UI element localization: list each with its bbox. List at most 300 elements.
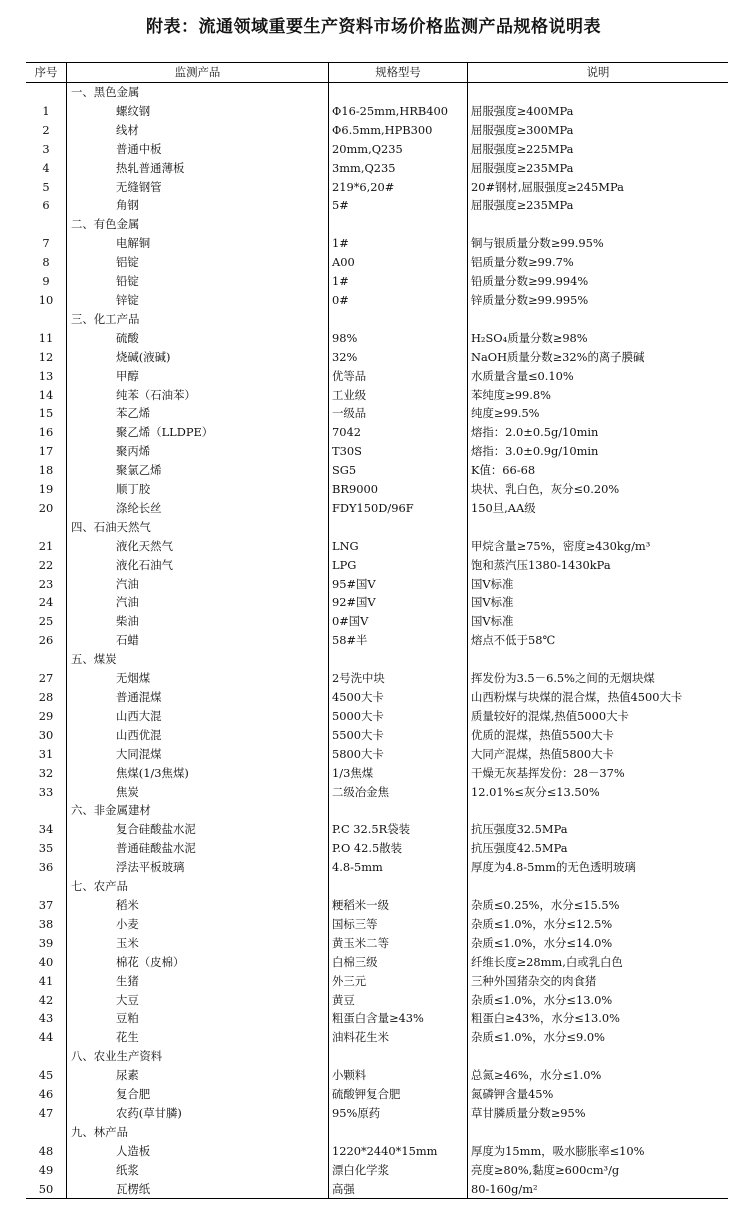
product-name: 山西优混: [67, 726, 329, 745]
product-name: 大豆: [67, 991, 329, 1010]
row-index: [26, 1123, 67, 1142]
table-row: [26, 291, 728, 310]
table-row: [26, 196, 728, 215]
description-cell: 国Ⅴ标准: [468, 575, 729, 594]
table-row: [26, 1180, 728, 1199]
product-name: 焦煤(1/3焦煤): [67, 764, 329, 783]
row-index: 17: [38, 444, 54, 459]
product-name: 无烟煤: [67, 669, 329, 688]
description-cell: 质量较好的混煤,热值5000大卡: [468, 707, 729, 726]
category-row: [26, 877, 728, 896]
spec-cell: SG5: [329, 461, 468, 480]
spec-table: [26, 62, 728, 1199]
table-row: [26, 404, 728, 423]
product-name: 玉米: [67, 934, 329, 953]
row-index: 31: [38, 746, 54, 761]
spec-cell: P.C 32.5R袋装: [329, 820, 468, 839]
product-name: 线材: [67, 121, 329, 140]
description-cell: [468, 215, 729, 234]
description-cell: 熔点不低于58℃: [468, 631, 729, 650]
row-index: 43: [38, 1011, 54, 1026]
description-cell: 杂质≤1.0%，水分≤12.5%: [468, 915, 729, 934]
table-row: [26, 972, 728, 991]
description-cell: 熔指：2.0±0.5g/10min: [468, 423, 729, 442]
spec-cell: 优等品: [329, 367, 468, 386]
row-index: 40: [38, 954, 54, 969]
table-row: [26, 764, 728, 783]
description-cell: [468, 650, 729, 669]
table-row: [26, 272, 728, 291]
product-name: 纯苯（石油苯）: [67, 386, 329, 405]
description-cell: 厚度为4.8-5mm的无色透明玻璃: [468, 858, 729, 877]
spec-cell: BR9000: [329, 480, 468, 499]
table-row: [26, 688, 728, 707]
category-row: [26, 83, 728, 102]
spec-cell: 外三元: [329, 972, 468, 991]
product-name: 铅锭: [67, 272, 329, 291]
description-cell: [468, 1047, 729, 1066]
row-index: 39: [38, 935, 54, 950]
description-cell: 优质的混煤，热值5500大卡: [468, 726, 729, 745]
table-row: [26, 707, 728, 726]
description-cell: 饱和蒸汽压1380-1430kPa: [468, 556, 729, 575]
description-cell: 20#钢材,屈服强度≥245MPa: [468, 178, 729, 197]
row-index: 41: [38, 973, 54, 988]
product-name: 柴油: [67, 612, 329, 631]
table-row: [26, 253, 728, 272]
row-index: 9: [42, 274, 50, 289]
row-index: 34: [38, 822, 54, 837]
row-index: 48: [38, 1143, 54, 1158]
spec-cell: 5500大卡: [329, 726, 468, 745]
row-index: 23: [38, 576, 54, 591]
product-name: 纸浆: [67, 1161, 329, 1180]
spec-cell: 5#: [329, 196, 468, 215]
row-index: 45: [38, 1068, 54, 1083]
product-name: 硫酸: [67, 329, 329, 348]
table-row: [26, 234, 728, 253]
category-name: 八、农业生产资料: [67, 1047, 329, 1066]
spec-cell: 5000大卡: [329, 707, 468, 726]
row-index: 22: [38, 557, 54, 572]
spec-cell: 1/3焦煤: [329, 764, 468, 783]
description-cell: 甲烷含量≥75%，密度≥430kg/m³: [468, 537, 729, 556]
spec-cell: 0#: [329, 291, 468, 310]
header-index: 序号: [26, 63, 67, 83]
description-cell: 屈服强度≥235MPa: [468, 159, 729, 178]
product-name: 棉花（皮棉）: [67, 953, 329, 972]
product-name: 复合肥: [67, 1085, 329, 1104]
row-index: 13: [38, 368, 54, 383]
row-index: 10: [38, 292, 54, 307]
row-index: 29: [38, 708, 54, 723]
table-row: [26, 348, 728, 367]
table-row: [26, 442, 728, 461]
table-row: [26, 953, 728, 972]
spec-cell: [329, 1123, 468, 1142]
row-index: 42: [38, 992, 54, 1007]
product-name: 农药(草甘膦): [67, 1104, 329, 1123]
category-row: [26, 801, 728, 820]
description-cell: 铅质量分数≥99.994%: [468, 272, 729, 291]
product-name: 尿素: [67, 1066, 329, 1085]
row-index: 14: [38, 387, 54, 402]
product-name: 聚丙烯: [67, 442, 329, 461]
spec-cell: 1#: [329, 272, 468, 291]
product-name: 复合硅酸盐水泥: [67, 820, 329, 839]
table-row: [26, 820, 728, 839]
product-name: 山西大混: [67, 707, 329, 726]
table-row: [26, 934, 728, 953]
row-index: 44: [38, 1030, 54, 1045]
table-row: [26, 461, 728, 480]
spec-cell: 98%: [329, 329, 468, 348]
product-name: 普通硅酸盐水泥: [67, 839, 329, 858]
category-name: 一、黑色金属: [67, 83, 329, 102]
category-row: [26, 310, 728, 329]
table-row: [26, 1066, 728, 1085]
spec-cell: 粗蛋白含量≥43%: [329, 1009, 468, 1028]
row-index: [26, 650, 67, 669]
spec-cell: 1220*2440*15mm: [329, 1142, 468, 1161]
row-index: 24: [38, 595, 54, 610]
spec-cell: LPG: [329, 556, 468, 575]
row-index: 26: [38, 633, 54, 648]
description-cell: 150旦,AA级: [468, 499, 729, 518]
description-cell: 屈服强度≥235MPa: [468, 196, 729, 215]
spec-cell: 58#半: [329, 631, 468, 650]
description-cell: 亮度≥80%,黏度≥600cm³/g: [468, 1161, 729, 1180]
description-cell: 厚度为15mm，吸水膨胀率≤10%: [468, 1142, 729, 1161]
row-index: 28: [38, 690, 54, 704]
spec-cell: 0#国Ⅴ: [329, 612, 468, 631]
spec-table-container: [26, 62, 725, 1199]
description-cell: 屈服强度≥225MPa: [468, 140, 729, 159]
description-cell: 纤维长度≥28mm,白或乳白色: [468, 953, 729, 972]
spec-cell: 黄玉米二等: [329, 934, 468, 953]
category-name: 五、煤炭: [67, 650, 329, 669]
row-index: 1: [42, 103, 50, 118]
table-row: [26, 140, 728, 159]
product-name: 锌锭: [67, 291, 329, 310]
table-row: [26, 102, 728, 121]
row-index: 20: [38, 500, 54, 515]
spec-cell: 漂白化学浆: [329, 1161, 468, 1180]
description-cell: 干燥无灰基挥发份：28－37%: [468, 764, 729, 783]
table-row: [26, 858, 728, 877]
spec-cell: 油料花生米: [329, 1028, 468, 1047]
table-row: [26, 121, 728, 140]
product-name: 小麦: [67, 915, 329, 934]
row-index: [26, 215, 67, 234]
row-index: 36: [38, 860, 54, 875]
description-cell: 抗压强度42.5MPa: [468, 839, 729, 858]
spec-cell: [329, 518, 468, 537]
spec-cell: T30S: [329, 442, 468, 461]
product-name: 焦炭: [67, 783, 329, 802]
product-name: 花生: [67, 1028, 329, 1047]
description-cell: [468, 310, 729, 329]
spec-cell: 二级冶金焦: [329, 783, 468, 802]
spec-cell: 4.8-5mm: [329, 858, 468, 877]
spec-cell: 粳稻米一级: [329, 896, 468, 915]
spec-cell: 95#国Ⅴ: [329, 575, 468, 594]
table-row: [26, 915, 728, 934]
description-cell: 杂质≤1.0%，水分≤13.0%: [468, 991, 729, 1010]
spec-cell: [329, 650, 468, 669]
description-cell: [468, 1123, 729, 1142]
table-row: [26, 783, 728, 802]
description-cell: 草甘膦质量分数≥95%: [468, 1104, 729, 1123]
description-cell: 熔指：3.0±0.9g/10min: [468, 442, 729, 461]
category-row: [26, 215, 728, 234]
product-name: 无缝钢管: [67, 178, 329, 197]
page-title: 附表：流通领域重要生产资料市场价格监测产品规格说明表: [146, 17, 601, 37]
row-index: 21: [38, 538, 54, 553]
product-name: 液化石油气: [67, 556, 329, 575]
category-row: [26, 1047, 728, 1066]
description-cell: 国Ⅴ标准: [468, 593, 729, 612]
spec-cell: [329, 310, 468, 329]
product-name: 顺丁胶: [67, 480, 329, 499]
description-cell: 杂质≤0.25%，水分≤15.5%: [468, 896, 729, 915]
table-row: [26, 1104, 728, 1123]
spec-cell: 黄豆: [329, 991, 468, 1010]
description-cell: 总氮≥46%，水分≤1.0%: [468, 1066, 729, 1085]
product-name: 浮法平板玻璃: [67, 858, 329, 877]
table-row: [26, 991, 728, 1010]
description-cell: [468, 518, 729, 537]
spec-cell: 硫酸钾复合肥: [329, 1085, 468, 1104]
category-name: 二、有色金属: [67, 215, 329, 234]
table-row: [26, 1085, 728, 1104]
product-name: 稻米: [67, 896, 329, 915]
table-row: [26, 1161, 728, 1180]
spec-cell: 2号洗中块: [329, 669, 468, 688]
row-index: [26, 83, 67, 102]
table-row: [26, 480, 728, 499]
description-cell: 屈服强度≥300MPa: [468, 121, 729, 140]
spec-cell: [329, 1047, 468, 1066]
product-name: 生猪: [67, 972, 329, 991]
spec-cell: 一级品: [329, 404, 468, 423]
row-index: 25: [38, 614, 54, 629]
product-name: 普通中板: [67, 140, 329, 159]
spec-cell: [329, 215, 468, 234]
product-name: 液化天然气: [67, 537, 329, 556]
description-cell: 纯度≥99.5%: [468, 404, 729, 423]
table-row: [26, 669, 728, 688]
description-cell: 水质量含量≤0.10%: [468, 367, 729, 386]
table-row: [26, 556, 728, 575]
description-cell: 铝质量分数≥99.7%: [468, 253, 729, 272]
description-cell: 氮磷钾含量45%: [468, 1085, 729, 1104]
product-name: 电解铜: [67, 234, 329, 253]
row-index: 35: [38, 841, 54, 856]
spec-cell: Φ16-25mm,HRB400: [329, 102, 468, 121]
row-index: 46: [38, 1087, 54, 1102]
table-row: [26, 612, 728, 631]
spec-cell: Φ6.5mm,HPB300: [329, 121, 468, 140]
category-name: 七、农产品: [67, 877, 329, 896]
table-row: [26, 1028, 728, 1047]
description-cell: 80-160g/m²: [468, 1180, 729, 1199]
table-row: [26, 575, 728, 594]
product-name: 汽油: [67, 575, 329, 594]
description-cell: 杂质≤1.0%，水分≤9.0%: [468, 1028, 729, 1047]
product-name: 瓦楞纸: [67, 1180, 329, 1199]
spec-cell: FDY150D/96F: [329, 499, 468, 518]
table-row: [26, 367, 728, 386]
row-index: 4: [42, 160, 50, 175]
spec-cell: 高强: [329, 1180, 468, 1199]
spec-cell: 4500大卡: [329, 688, 468, 707]
spec-cell: 国标三等: [329, 915, 468, 934]
product-name: 石蜡: [67, 631, 329, 650]
spec-cell: 7042: [329, 423, 468, 442]
product-name: 烧碱(液碱): [67, 348, 329, 367]
spec-cell: 95%原药: [329, 1104, 468, 1123]
description-cell: K值：66-68: [468, 461, 729, 480]
spec-cell: 219*6,20#: [329, 178, 468, 197]
table-row: [26, 386, 728, 405]
row-index: 30: [38, 727, 54, 742]
table-row: [26, 423, 728, 442]
product-name: 甲醇: [67, 367, 329, 386]
table-row: [26, 159, 728, 178]
category-row: [26, 650, 728, 669]
category-row: [26, 1123, 728, 1142]
description-cell: 12.01%≤灰分≤13.50%: [468, 783, 729, 802]
description-cell: 块状、乳白色，灰分≤0.20%: [468, 480, 729, 499]
row-index: 2: [42, 122, 50, 137]
header-description: 说明: [468, 63, 729, 83]
row-index: 47: [38, 1105, 54, 1120]
row-index: 27: [38, 671, 54, 686]
description-cell: [468, 801, 729, 820]
table-row: [26, 537, 728, 556]
spec-cell: 5800大卡: [329, 745, 468, 764]
table-row: [26, 178, 728, 197]
category-name: 六、非金属建材: [67, 801, 329, 820]
description-cell: 杂质≤1.0%，水分≤14.0%: [468, 934, 729, 953]
row-index: 16: [38, 425, 54, 440]
row-index: 50: [26, 1180, 67, 1199]
spec-cell: 32%: [329, 348, 468, 367]
row-index: 11: [38, 330, 54, 345]
table-row: [26, 329, 728, 348]
table-header-row: [26, 63, 728, 83]
table-row: [26, 499, 728, 518]
row-index: 37: [38, 897, 54, 912]
product-name: 聚氯乙烯: [67, 461, 329, 480]
description-cell: 苯纯度≥99.8%: [468, 386, 729, 405]
table-row: [26, 1142, 728, 1161]
description-cell: 锌质量分数≥99.995%: [468, 291, 729, 310]
product-name: 角钢: [67, 196, 329, 215]
product-name: 热轧普通薄板: [67, 159, 329, 178]
row-index: 5: [42, 179, 50, 194]
row-index: [26, 801, 67, 820]
table-body: [26, 83, 728, 1199]
spec-cell: 白棉三级: [329, 953, 468, 972]
description-cell: H₂SO₄质量分数≥98%: [468, 329, 729, 348]
product-name: 聚乙烯（LLDPE）: [67, 423, 329, 442]
spec-cell: LNG: [329, 537, 468, 556]
spec-cell: P.O 42.5散装: [329, 839, 468, 858]
product-name: 涤纶长丝: [67, 499, 329, 518]
product-name: 铝锭: [67, 253, 329, 272]
row-index: 15: [38, 406, 54, 421]
row-index: [26, 877, 67, 896]
product-name: 豆粕: [67, 1009, 329, 1028]
product-name: 苯乙烯: [67, 404, 329, 423]
description-cell: [468, 877, 729, 896]
product-name: 螺纹钢: [67, 102, 329, 121]
row-index: [26, 518, 67, 537]
table-row: [26, 726, 728, 745]
spec-cell: 工业级: [329, 386, 468, 405]
product-name: 普通混煤: [67, 688, 329, 707]
header-product: 监测产品: [67, 63, 329, 83]
description-cell: NaOH质量分数≥32%的离子膜碱: [468, 348, 729, 367]
table-row: [26, 1009, 728, 1028]
spec-cell: [329, 877, 468, 896]
description-cell: 抗压强度32.5MPa: [468, 820, 729, 839]
description-cell: [468, 83, 729, 102]
row-index: 19: [38, 482, 54, 497]
row-index: 6: [42, 198, 50, 213]
description-cell: 粗蛋白≥43%，水分≤13.0%: [468, 1009, 729, 1028]
table-row: [26, 839, 728, 858]
row-index: 18: [38, 463, 54, 478]
spec-cell: A00: [329, 253, 468, 272]
description-cell: 山西粉煤与块煤的混合煤，热值4500大卡: [468, 688, 729, 707]
category-name: 九、林产品: [67, 1123, 329, 1142]
description-cell: 屈服强度≥400MPa: [468, 102, 729, 121]
row-index: 32: [38, 765, 54, 780]
row-index: 49: [38, 1162, 54, 1177]
row-index: [26, 1047, 67, 1066]
table-row: [26, 896, 728, 915]
header-spec: 规格型号: [329, 63, 468, 83]
spec-cell: [329, 801, 468, 820]
table-row: [26, 593, 728, 612]
row-index: 3: [42, 141, 50, 156]
table-row: [26, 745, 728, 764]
spec-cell: 3mm,Q235: [329, 159, 468, 178]
description-cell: 三种外国猪杂交的肉食猪: [468, 972, 729, 991]
category-name: 四、石油天然气: [67, 518, 329, 537]
category-name: 三、化工产品: [67, 310, 329, 329]
product-name: 大同混煤: [67, 745, 329, 764]
description-cell: 铜与银质量分数≥99.95%: [468, 234, 729, 253]
row-index: [26, 310, 67, 329]
product-name: 汽油: [67, 593, 329, 612]
spec-cell: 92#国Ⅴ: [329, 593, 468, 612]
row-index: 12: [38, 349, 54, 364]
row-index: 38: [38, 916, 54, 931]
spec-cell: [329, 83, 468, 102]
row-index: 7: [42, 236, 50, 251]
description-cell: 挥发份为3.5－6.5%之间的无烟块煤: [468, 669, 729, 688]
category-row: [26, 518, 728, 537]
description-cell: 国Ⅴ标准: [468, 612, 729, 631]
spec-cell: 小颗料: [329, 1066, 468, 1085]
row-index: 8: [42, 255, 50, 270]
description-cell: 大同产混煤，热值5800大卡: [468, 745, 729, 764]
spec-cell: 20mm,Q235: [329, 140, 468, 159]
